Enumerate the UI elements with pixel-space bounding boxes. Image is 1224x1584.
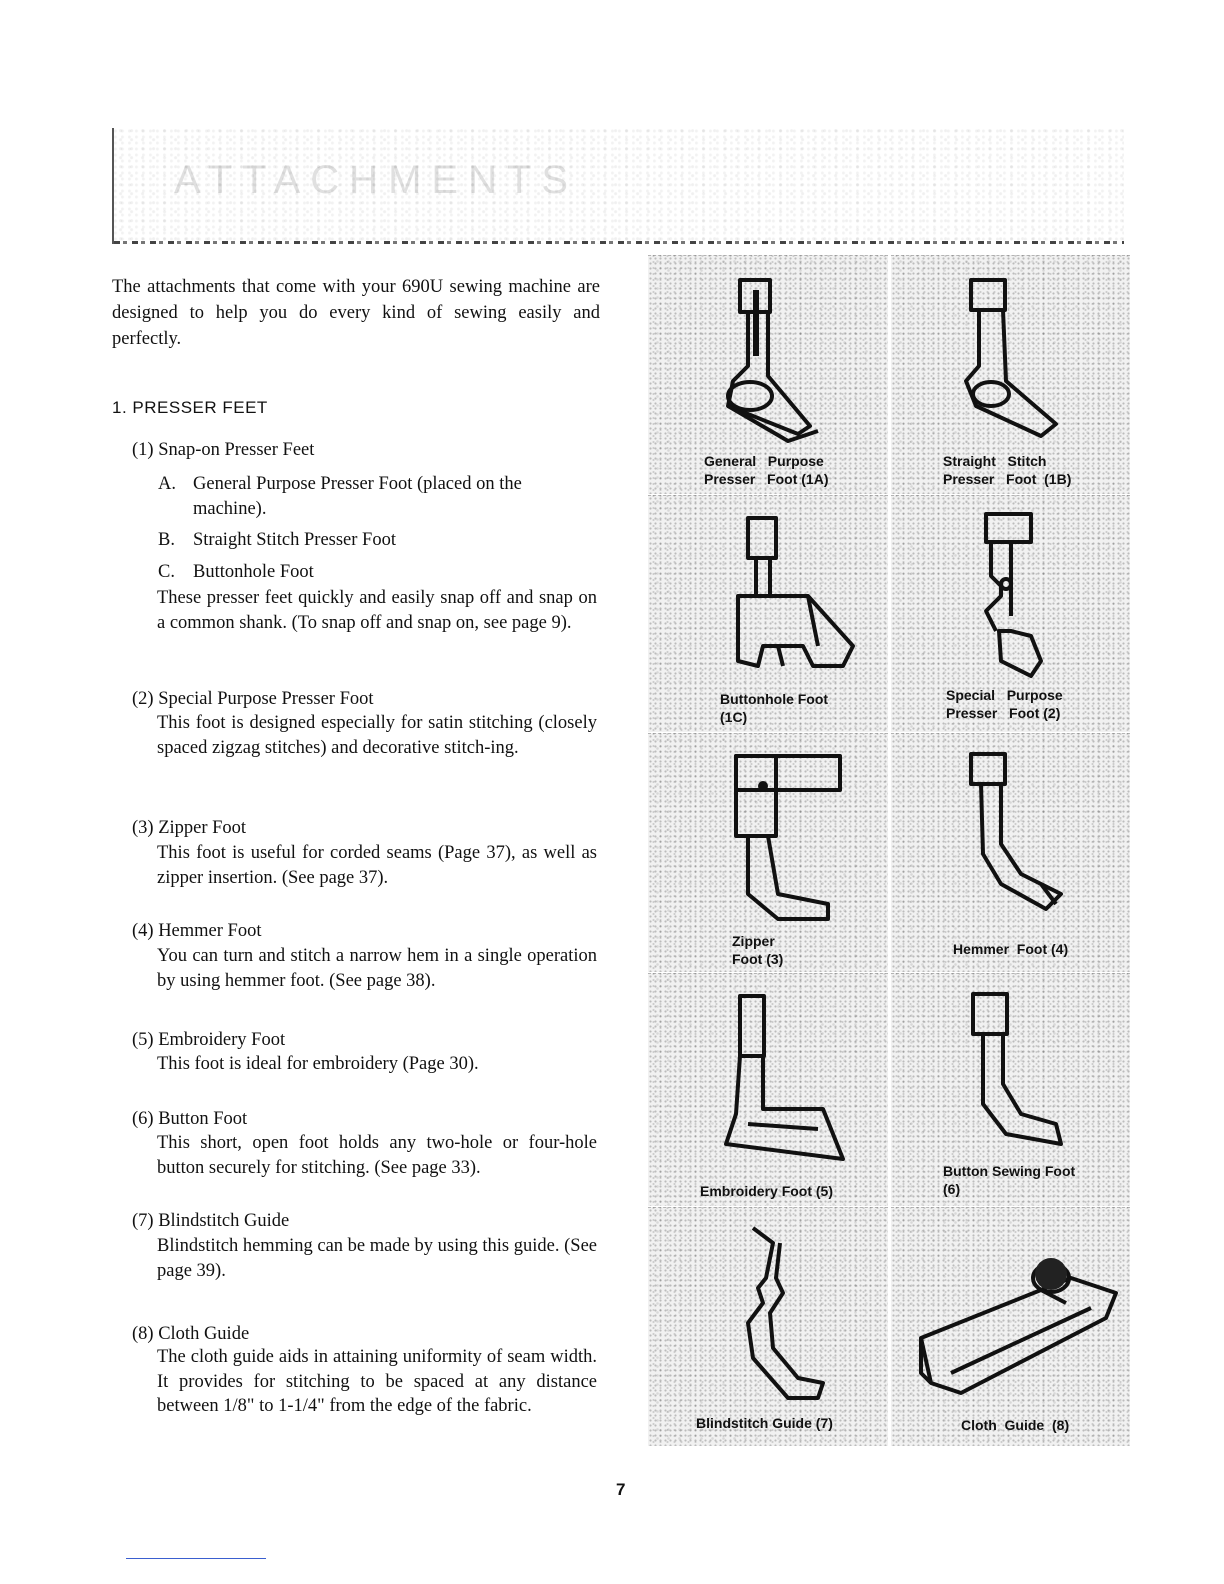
- item-description: Blindstitch hemming can be made by using this guide. (See page 39).: [157, 1236, 597, 1281]
- item-title: (2) Special Purpose Presser Foot: [132, 689, 374, 709]
- figure-caption: Presser Foot (1B): [943, 471, 1072, 487]
- figure-caption: Blindstitch Guide (7): [696, 1415, 833, 1431]
- figure-caption: Presser Foot (2): [946, 705, 1061, 721]
- intro-paragraph: The attachments that come with your 690U sewing machine are designed to help you do every kind of sewing easily and perfectly.: [112, 277, 600, 349]
- section-heading: 1. PRESSER FEET: [112, 398, 268, 417]
- subitem-label: A.: [158, 474, 176, 494]
- figure-caption: (6): [943, 1181, 961, 1197]
- figure-caption: Embroidery Foot (5): [700, 1183, 834, 1199]
- figure-caption: Zipper: [732, 933, 775, 949]
- figure-caption: Special Purpose: [946, 687, 1063, 703]
- cloth-guide-icon: [891, 1208, 1130, 1446]
- item-title: (1) Snap-on Presser Feet: [132, 440, 315, 460]
- embroidery-foot-icon: [648, 974, 888, 1206]
- subitem-label: C.: [158, 562, 175, 582]
- subitem-text: General Purpose Presser Foot (placed on the machine).: [193, 474, 522, 519]
- figure-caption: Button Sewing Foot: [943, 1163, 1076, 1179]
- figure-caption: Cloth Guide (8): [961, 1417, 1070, 1433]
- figure-caption: General Purpose: [704, 453, 824, 469]
- subitem: [158, 528, 396, 553]
- item-description: The cloth guide aids in attaining uniformity of seam width. It provides for stitching to be spaced at any distance between 1/8" to 1-1/4" from the edge of the fabric.: [157, 1347, 597, 1416]
- figure-panel-hemmer-foot: [891, 733, 1130, 972]
- item-title: (5) Embroidery Foot: [132, 1030, 286, 1050]
- hemmer-foot-icon: [891, 734, 1130, 972]
- figure-panel-blindstitch-guide: [648, 1207, 888, 1446]
- item-title: (6) Button Foot: [132, 1109, 248, 1129]
- subitem-text: Buttonhole Foot: [193, 562, 314, 582]
- subitem-label: B.: [158, 530, 175, 550]
- subitem: [158, 472, 598, 521]
- figure-panel-straight-stitch-foot: [891, 255, 1130, 494]
- figure-panel-button-sewing-foot: [891, 973, 1130, 1206]
- footer-divider: [126, 1558, 266, 1559]
- figure-caption: Foot (3): [732, 951, 784, 967]
- figure-caption: Buttonhole Foot: [720, 691, 829, 707]
- item-title: (8) Cloth Guide: [132, 1324, 250, 1344]
- page-number: 7: [616, 1480, 626, 1499]
- item-description: This foot is ideal for embroidery (Page 30).: [157, 1054, 479, 1074]
- item-description: You can turn and stitch a narrow hem in a single operation by using hemmer foot. (See page 38).: [157, 946, 597, 991]
- figure-caption: Hemmer Foot (4): [953, 941, 1069, 957]
- figure-panel-cloth-guide: [891, 1207, 1130, 1446]
- item-title: (4) Hemmer Foot: [132, 921, 262, 941]
- subitem: [158, 560, 314, 585]
- item-description: This short, open foot holds any two-hole or four-hole button securely for stitching. (See page 33).: [157, 1133, 597, 1178]
- item-description: This foot is designed especially for satin stitching (closely spaced zigzag stitches) and decorative stitch-ing.: [157, 713, 597, 758]
- subitem-text: Straight Stitch Presser Foot: [193, 530, 396, 550]
- item-description: This foot is useful for corded seams (Page 37), as well as zipper insertion. (See page 37).: [157, 843, 597, 888]
- item-title: (7) Blindstitch Guide: [132, 1211, 290, 1231]
- figure-caption: (1C): [720, 709, 748, 725]
- blindstitch-guide-icon: [648, 1208, 888, 1446]
- figure-panel-embroidery-foot: [648, 973, 888, 1206]
- figure-panel-buttonhole-foot: [648, 495, 888, 732]
- figure-caption: Straight Stitch: [943, 453, 1047, 469]
- figure-grid: [648, 255, 1130, 1445]
- figure-caption: Presser Foot (1A): [704, 471, 829, 487]
- item-title: (3) Zipper Foot: [132, 818, 247, 838]
- figure-panel-special-purpose-foot: [891, 495, 1130, 732]
- snap-note: These presser feet quickly and easily snap off and snap on a common shank. (To snap off and snap on, see page 9).: [157, 588, 597, 633]
- page-title: ATTACHMENTS: [174, 158, 579, 202]
- figure-panel-zipper-foot: [648, 733, 888, 972]
- header-band: [112, 128, 1124, 244]
- figure-panel-general-purpose-foot: [648, 255, 888, 494]
